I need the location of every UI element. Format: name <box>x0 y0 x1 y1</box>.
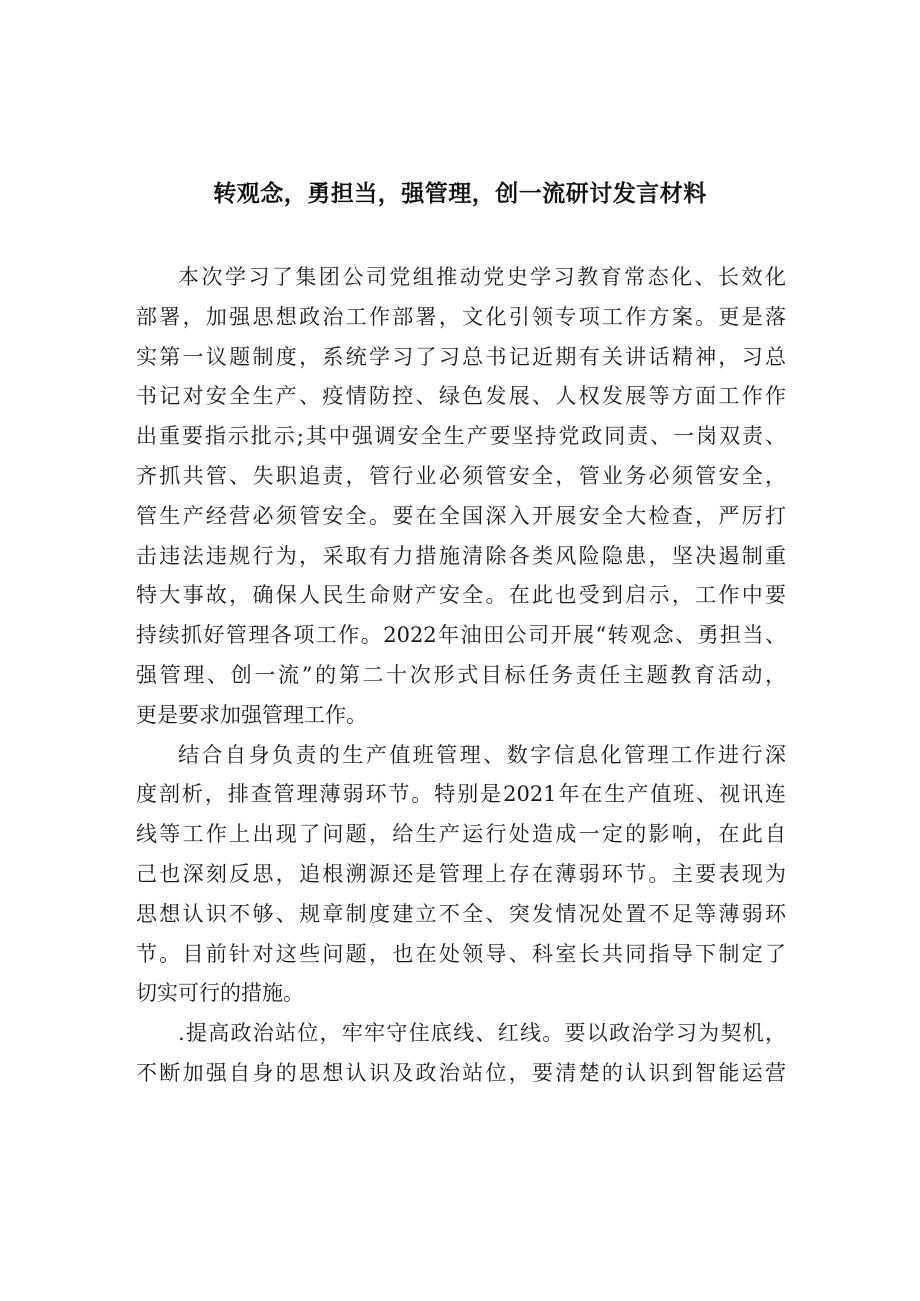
text-line: .提高政治站位，牢牢守住底线、红线。要以政治学习为契机， <box>178 1021 786 1046</box>
text-line: 切实可行的措施。 <box>136 981 304 1006</box>
text-line: 特大事故，确保人民生命财产安全。在此也受到启示，工作中要 <box>136 583 786 608</box>
document-title: 转观念，勇担当，强管理，创一流研讨发言材料 <box>213 181 707 207</box>
text-line: 出重要指示批示;其中强调安全生产要坚持党政同责、一岗双责、 <box>136 424 786 449</box>
text-line: 管生产经营必须管安全。要在全国深入开展安全大检查，严厉打 <box>136 503 786 528</box>
text-line: 节。目前针对这些问题，也在处领导、科室长共同指导下制定了 <box>136 941 786 966</box>
text-line: 更是要求加强管理工作。 <box>136 702 367 727</box>
text-line: 部署，加强思想政治工作部署，文化引领专项工作方案。更是落 <box>136 304 786 329</box>
document-body <box>136 258 786 1094</box>
text-line: 击违法违规行为，采取有力措施清除各类风险隐患，坚决遏制重 <box>136 543 786 568</box>
text-line: 己也深刻反思，追根溯源还是管理上存在薄弱环节。主要表现为 <box>136 861 786 886</box>
text-line: 持续抓好管理各项工作。2022年油田公司开展“转观念、勇担当、 <box>136 623 786 648</box>
paragraph-3 <box>136 1014 786 1094</box>
text-line: 齐抓共管、失职追责，管行业必须管安全，管业务必须管安全， <box>136 463 786 488</box>
paragraph-2 <box>136 736 786 1015</box>
text-line: 思想认识不够、规章制度建立不全、突发情况处置不足等薄弱环 <box>136 901 786 926</box>
text-line: 度剖析，排查管理薄弱环节。特别是2021年在生产值班、视讯连 <box>136 782 786 807</box>
text-line: 本次学习了集团公司党组推动党史学习教育常态化、长效化 <box>178 265 786 289</box>
text-line: 不断加强自身的思想认识及政治站位，要清楚的认识到智能运营 <box>136 1060 786 1085</box>
text-line: 实第一议题制度，系统学习了习总书记近期有关讲话精神，习总 <box>136 344 786 369</box>
text-line: 书记对安全生产、疫情防控、绿色发展、人权发展等方面工作作 <box>136 384 786 409</box>
text-line: 强管理、创一流”的第二十次形式目标任务责任主题教育活动， <box>136 662 786 687</box>
paragraph-1 <box>136 258 786 736</box>
text-line: 线等工作上出现了问题，给生产运行处造成一定的影响，在此自 <box>136 822 786 847</box>
text-line: 结合自身负责的生产值班管理、数字信息化管理工作进行深 <box>178 742 786 767</box>
